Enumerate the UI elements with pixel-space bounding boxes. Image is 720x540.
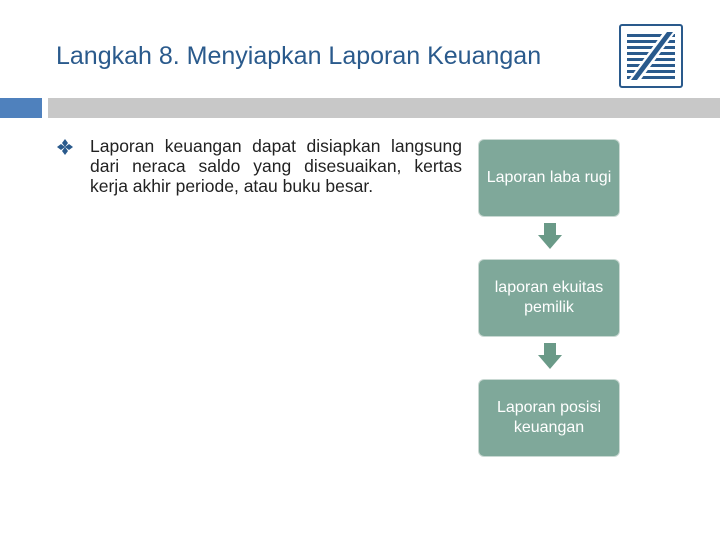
logo-icon <box>621 26 681 86</box>
divider-bar <box>48 98 720 118</box>
bullet-text: Laporan keuangan dapat disiapkan langsung dari neraca saldo yang disesuaikan, kertas kerja akhir periode, atau buku besar. <box>90 136 462 196</box>
slide-title: Langkah 8. Menyiapkan Laporan Keuangan <box>56 42 542 70</box>
flow-step-laba-rugi <box>479 140 619 216</box>
flow-step-label: Laporan laba rugi <box>486 169 612 186</box>
flow-step-label: Laporan posisi keuangan <box>496 399 602 436</box>
flow-step-label: laporan ekuitas pemilik <box>494 279 604 316</box>
diamond-bullet-icon <box>56 138 74 156</box>
flow-step-posisi-keuangan <box>479 380 619 456</box>
down-arrow-icon <box>538 223 562 249</box>
flow-step-ekuitas-pemilik <box>479 260 619 336</box>
logo <box>619 24 683 88</box>
divider-accent <box>0 98 42 118</box>
down-arrow-icon <box>538 343 562 369</box>
title-divider <box>0 98 720 118</box>
